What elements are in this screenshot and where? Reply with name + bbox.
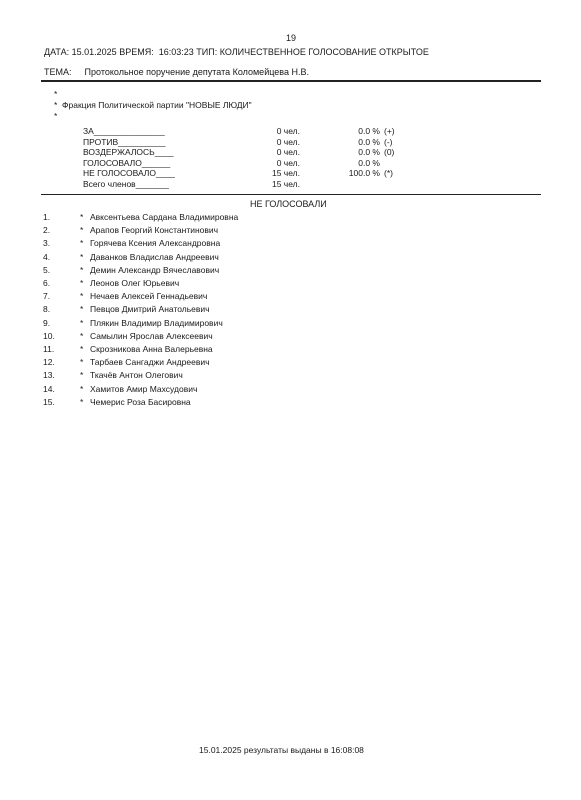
result-label: Всего членов_______ [83, 178, 169, 189]
member-mark: * [80, 212, 84, 222]
list-item [0, 225, 581, 236]
member-name: Демин Александр Вячеславович [90, 264, 220, 275]
result-percent: 0.0 % [358, 136, 380, 147]
topic-line [44, 67, 309, 77]
result-sign: (+) [384, 126, 395, 136]
result-row [0, 147, 581, 158]
result-row [0, 168, 581, 179]
member-number: 12. [43, 357, 55, 368]
result-sign: (-) [384, 136, 393, 147]
type-value: КОЛИЧЕСТВЕННОЕ ГОЛОСОВАНИЕ ОТКРЫТОЕ [219, 47, 429, 57]
member-name: Певцов Дмитрий Анатольевич [90, 304, 210, 315]
result-label: НЕ ГОЛОСОВАЛО____ [83, 168, 175, 178]
member-mark: * [80, 317, 84, 328]
topic-value: Протокольное поручение депутата Коломейцева Н.В. [84, 67, 309, 77]
result-count: 0 чел. [276, 147, 300, 157]
result-sign: (0) [384, 147, 395, 157]
member-mark: * [80, 251, 84, 262]
list-item [0, 304, 581, 315]
divider-thin [41, 194, 541, 195]
time-label: ВРЕМЯ: [119, 47, 154, 57]
member-number: 15. [43, 396, 55, 407]
type-label: ТИП: [196, 47, 218, 57]
member-name: Скрозникова Анна Валерьевна [90, 344, 213, 354]
member-number: 11. [43, 344, 55, 354]
member-name: Чемерис Роза Басировна [90, 396, 191, 407]
marker-top: * [54, 89, 58, 99]
result-count: 0 чел. [276, 136, 300, 147]
member-number: 14. [43, 383, 55, 394]
list-item [0, 212, 581, 223]
result-count: 15 чел. [271, 168, 300, 178]
member-mark: * [80, 330, 84, 341]
footer-issued: 15.01.2025 результаты выданы в 16:08:08 [199, 745, 364, 755]
member-name: Авксентьева Сардана Владимировна [90, 212, 239, 222]
member-number: 3. [43, 238, 51, 249]
result-percent: 0.0 % [358, 126, 380, 136]
list-item [0, 291, 581, 302]
topic-label: ТЕМА: [44, 67, 72, 77]
member-number: 1. [43, 212, 51, 222]
list-item [0, 252, 581, 263]
list-item [0, 331, 581, 342]
member-name: Даванков Владислав Андреевич [90, 251, 219, 262]
list-item [0, 370, 581, 381]
result-row [0, 137, 581, 148]
member-number: 4. [43, 251, 51, 262]
member-mark: * [80, 264, 84, 275]
member-mark: * [80, 396, 84, 407]
member-mark: * [80, 278, 84, 288]
result-label: ГОЛОСОВАЛО______ [83, 157, 171, 168]
list-item [0, 397, 581, 408]
result-percent: 0.0 % [358, 157, 380, 168]
member-number: 7. [43, 291, 51, 302]
list-item [0, 238, 581, 249]
member-name: Хамитов Амир Махсудович [90, 383, 198, 394]
result-row [0, 126, 581, 137]
result-sign: (*) [384, 168, 393, 178]
list-item [0, 318, 581, 329]
marker-bottom: * [54, 111, 58, 121]
list-item [0, 265, 581, 276]
member-name: Плякин Владимир Владимирович [90, 317, 223, 328]
result-label: ВОЗДЕРЖАЛОСЬ____ [83, 147, 174, 157]
list-item [0, 384, 581, 395]
result-row [0, 158, 581, 169]
faction-marker: * [54, 100, 58, 110]
not-voted-title: НЕ ГОЛОСОВАЛИ [250, 199, 327, 209]
member-number: 9. [43, 317, 51, 328]
result-percent: 100.0 % [348, 168, 380, 178]
member-number: 5. [43, 264, 51, 275]
member-name: Нечаев Алексей Геннадьевич [90, 291, 208, 302]
member-name: Ткачёв Антон Олегович [90, 370, 183, 381]
page-number: 19 [286, 33, 297, 43]
member-number: 10. [43, 330, 55, 341]
member-name: Арапов Георгий Константинович [90, 225, 219, 236]
member-mark: * [80, 357, 84, 368]
faction-title: Фракция Политической партии "НОВЫЕ ЛЮДИ" [62, 100, 252, 110]
result-count: 0 чел. [276, 126, 300, 136]
member-name: Горячева Ксения Александровна [90, 238, 221, 249]
result-label: ПРОТИВ__________ [83, 136, 166, 147]
list-item [0, 357, 581, 368]
date-label: ДАТА: [44, 47, 70, 57]
member-mark: * [80, 291, 84, 302]
header-line [44, 47, 429, 57]
result-row [0, 179, 581, 190]
member-mark: * [80, 370, 84, 381]
divider-thick [41, 80, 541, 82]
result-label: ЗА_______________ [83, 126, 165, 136]
member-mark: * [80, 344, 84, 354]
member-number: 13. [43, 370, 55, 381]
member-name: Самылин Ярослав Алексеевич [90, 330, 213, 341]
result-count: 15 чел. [271, 178, 300, 189]
member-name: Тарбаев Сангаджи Андреевич [90, 357, 210, 368]
member-mark: * [80, 383, 84, 394]
list-item [0, 344, 581, 355]
time-value: 16:03:23 [158, 47, 194, 57]
list-item [0, 278, 581, 289]
member-number: 6. [43, 278, 51, 288]
faction-line [54, 100, 252, 110]
member-mark: * [80, 304, 84, 315]
member-number: 2. [43, 225, 51, 236]
result-percent: 0.0 % [358, 147, 380, 157]
member-number: 8. [43, 304, 51, 315]
date-value: 15.01.2025 [71, 47, 117, 57]
member-name: Леонов Олег Юрьевич [90, 278, 180, 288]
member-mark: * [80, 225, 84, 236]
member-mark: * [80, 238, 84, 249]
result-count: 0 чел. [276, 157, 300, 168]
